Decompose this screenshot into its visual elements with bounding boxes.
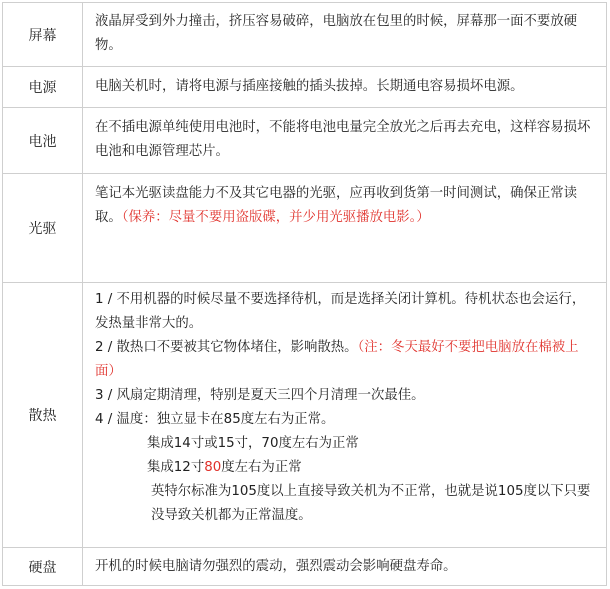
row-content [83,108,607,174]
row-label: 散热 [3,283,83,548]
cooling-item-3: 3 / 风扇定期清理，特别是夏天三四个月清理一次最佳。 [95,388,425,403]
row-text: 开机的时候电脑请勿强烈的震动，强烈震动会影响硬盘寿命。 [95,558,457,574]
table-row [3,174,607,283]
cooling-sub-2-b: 度左右为正常 [221,460,302,475]
row-label: 屏幕 [3,3,83,67]
row-content [83,283,607,548]
row-content [83,548,607,586]
cooling-sub-2 [95,456,592,480]
cooling-sub-2-red: 80 [204,460,222,475]
maintenance-table [2,2,607,586]
row-note-red: （保养：尽量不要用盗版碟，并少用光驱播放电影。） [121,210,430,225]
row-text: 电脑关机时，请将电源与插座接触的插头拔掉。长期通电容易损坏电源。 [95,79,524,94]
table-row [3,548,607,586]
row-text: 在不插电源单纯使用电池时，不能将电池电量完全放光之后再去充电，这样容易损坏电池和电源管理芯片。 [95,120,591,159]
cooling-item-2-text: 2 / 散热口不要被其它物体堵住，影响散热。 [95,340,358,355]
table-row [3,3,607,67]
cooling-sub-1: 集成14寸或15寸，70度左右为正常 [147,436,359,451]
cooling-sub-2-a: 集成12寸 [147,460,205,475]
row-text: 液晶屏受到外力撞击，挤压容易破碎，电脑放在包里的时候，屏幕那一面不要放硬物。 [95,14,578,53]
row-content [83,174,607,283]
cooling-item-1: 1 / 不用机器的时候尽量不要选择待机，而是选择关闭计算机。待机状态也会运行，发热量非常大的。 [95,292,586,331]
table-row [3,283,607,548]
row-label: 硬盘 [3,548,83,586]
row-content [83,67,607,108]
cooling-item-2-note: （注：冬天最好不要把电脑放在棉被上面） [95,340,579,379]
row-label: 电源 [3,67,83,108]
row-label: 光驱 [3,174,83,283]
table-row [3,108,607,174]
cooling-sub-3: 英特尔标准为105度以上直接导致关机为不正常，也就是说105度以下只要没导致关机都为正常温度。 [151,484,591,523]
cooling-item-2 [95,336,592,384]
row-label: 电池 [3,108,83,174]
row-text [95,174,592,230]
table-row [3,67,607,108]
row-text-main: 笔记本光驱读盘能力不及其它电器的光驱，应再收到货第一时间测试，确保正常读取。 [95,186,578,225]
cooling-item-4: 4 / 温度：独立显卡在85度左右为正常。 [95,412,335,427]
row-content [83,3,607,67]
